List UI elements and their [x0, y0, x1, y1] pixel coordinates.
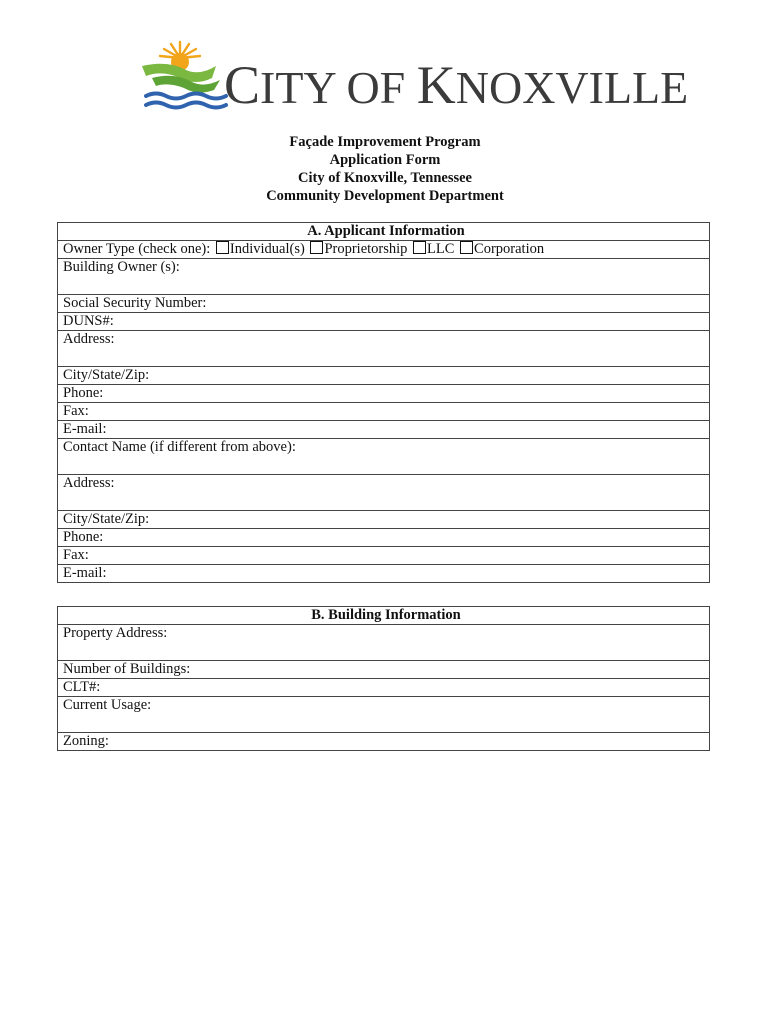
corporation-checkbox[interactable] — [460, 241, 473, 254]
section-b-title: B. Building Information — [58, 607, 710, 625]
program-title: Façade Improvement Program — [289, 134, 481, 150]
number-of-buildings-field[interactable]: Number of Buildings: — [58, 661, 710, 679]
email-field[interactable]: E-mail: — [58, 421, 710, 439]
owner-type-row — [58, 241, 710, 259]
sun-hills-river-icon — [140, 38, 230, 112]
city-logo — [140, 38, 689, 115]
logo-letter-c: C — [224, 55, 261, 115]
phone-field[interactable]: Phone: — [58, 385, 710, 403]
ssn-field[interactable]: Social Security Number: — [58, 295, 710, 313]
city-title: City of Knoxville, Tennessee — [297, 170, 472, 186]
contact-city-state-zip-field[interactable]: City/State/Zip: — [58, 511, 710, 529]
individual-checkbox[interactable] — [216, 241, 229, 254]
duns-field[interactable]: DUNS#: — [58, 313, 710, 331]
building-information-table — [57, 606, 710, 751]
individual-option-label: Individual(s) — [229, 241, 305, 257]
llc-option-label: LLC — [427, 241, 455, 257]
contact-email-field[interactable]: E-mail: — [58, 565, 710, 583]
address-field[interactable]: Address: — [58, 331, 710, 367]
zoning-field[interactable]: Zoning: — [58, 733, 710, 751]
section-a-title: A. Applicant Information — [58, 223, 710, 241]
logo-text-ity-of: ITY OF — [260, 62, 417, 113]
property-address-field[interactable]: Property Address: — [58, 625, 710, 661]
logo-text-noxville: NOXVILLE — [455, 62, 689, 113]
contact-name-field[interactable]: Contact Name (if different from above): — [58, 439, 710, 475]
form-header — [0, 133, 770, 205]
clt-field[interactable]: CLT#: — [58, 679, 710, 697]
corporation-option-label: Corporation — [474, 241, 545, 257]
form-title: Application Form — [329, 152, 441, 168]
fax-field[interactable]: Fax: — [58, 403, 710, 421]
proprietorship-option-label: Proprietorship — [324, 241, 408, 257]
contact-address-field[interactable]: Address: — [58, 475, 710, 511]
logo-letter-k: K — [416, 55, 456, 115]
contact-fax-field[interactable]: Fax: — [58, 547, 710, 565]
llc-checkbox[interactable] — [413, 241, 426, 254]
building-owner-field[interactable]: Building Owner (s): — [58, 259, 710, 295]
city-state-zip-field[interactable]: City/State/Zip: — [58, 367, 710, 385]
city-logo-wordmark — [224, 55, 689, 115]
current-usage-field[interactable]: Current Usage: — [58, 697, 710, 733]
applicant-information-table — [57, 222, 710, 583]
contact-phone-field[interactable]: Phone: — [58, 529, 710, 547]
department-title: Community Development Department — [266, 188, 504, 204]
owner-type-label: Owner Type (check one): — [63, 241, 211, 257]
proprietorship-checkbox[interactable] — [310, 241, 323, 254]
